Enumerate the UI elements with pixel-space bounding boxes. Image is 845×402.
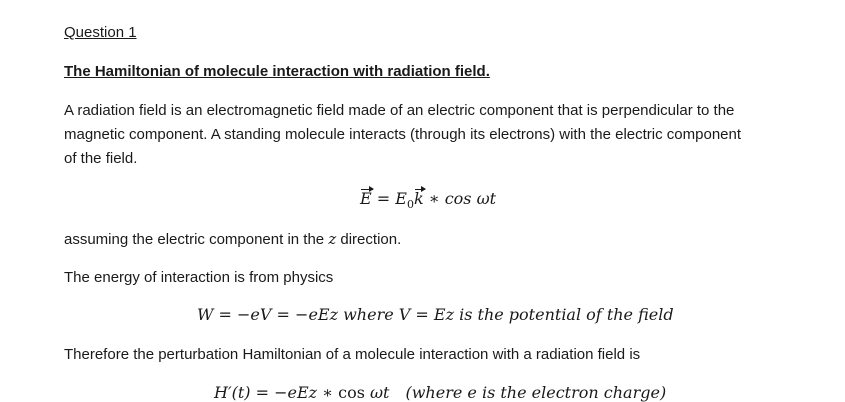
cos-function: cos (338, 383, 365, 402)
equation-electric-field (360, 189, 496, 211)
assumption-line (64, 227, 401, 252)
omega-t: ωt (364, 383, 390, 402)
vector-k: k (413, 189, 424, 208)
energy-text: The energy of interaction is from physics (64, 269, 334, 286)
paragraph-line-3: of the field. (64, 150, 138, 167)
equation-energy: W = −eV = −eEz where V = Ez is the potential of the field (197, 305, 674, 324)
equation-hamiltonian (214, 383, 666, 402)
therefore-text: Therefore the perturbation Hamiltonian of a molecule interaction with a radiation field is (64, 346, 641, 363)
assumption-text-pre: assuming the electric component in the (64, 231, 329, 248)
paragraph-line-2: magnetic component. A standing molecule interacts (through its electrons) with the electric component (64, 126, 742, 143)
hamiltonian-note: (where e is the electron charge) (405, 383, 667, 402)
paragraph-line-1: A radiation field is an electromagnetic field made of an electric component that is perpendicular to the (64, 102, 735, 119)
hamiltonian-lhs: H′(t) = −eEz ∗ (214, 383, 339, 402)
equals-sign: = (371, 189, 396, 208)
question-heading: Question 1 (64, 24, 137, 41)
subscript-zero: 0 (406, 198, 414, 212)
assumption-text-post: direction. (336, 231, 402, 248)
z-variable: z (328, 230, 337, 248)
vector-E: E (360, 189, 372, 208)
E0-symbol: E (395, 189, 407, 208)
cos-term: ∗ cos ωt (423, 189, 497, 208)
section-title: The Hamiltonian of molecule interaction with radiation field. (64, 63, 490, 80)
